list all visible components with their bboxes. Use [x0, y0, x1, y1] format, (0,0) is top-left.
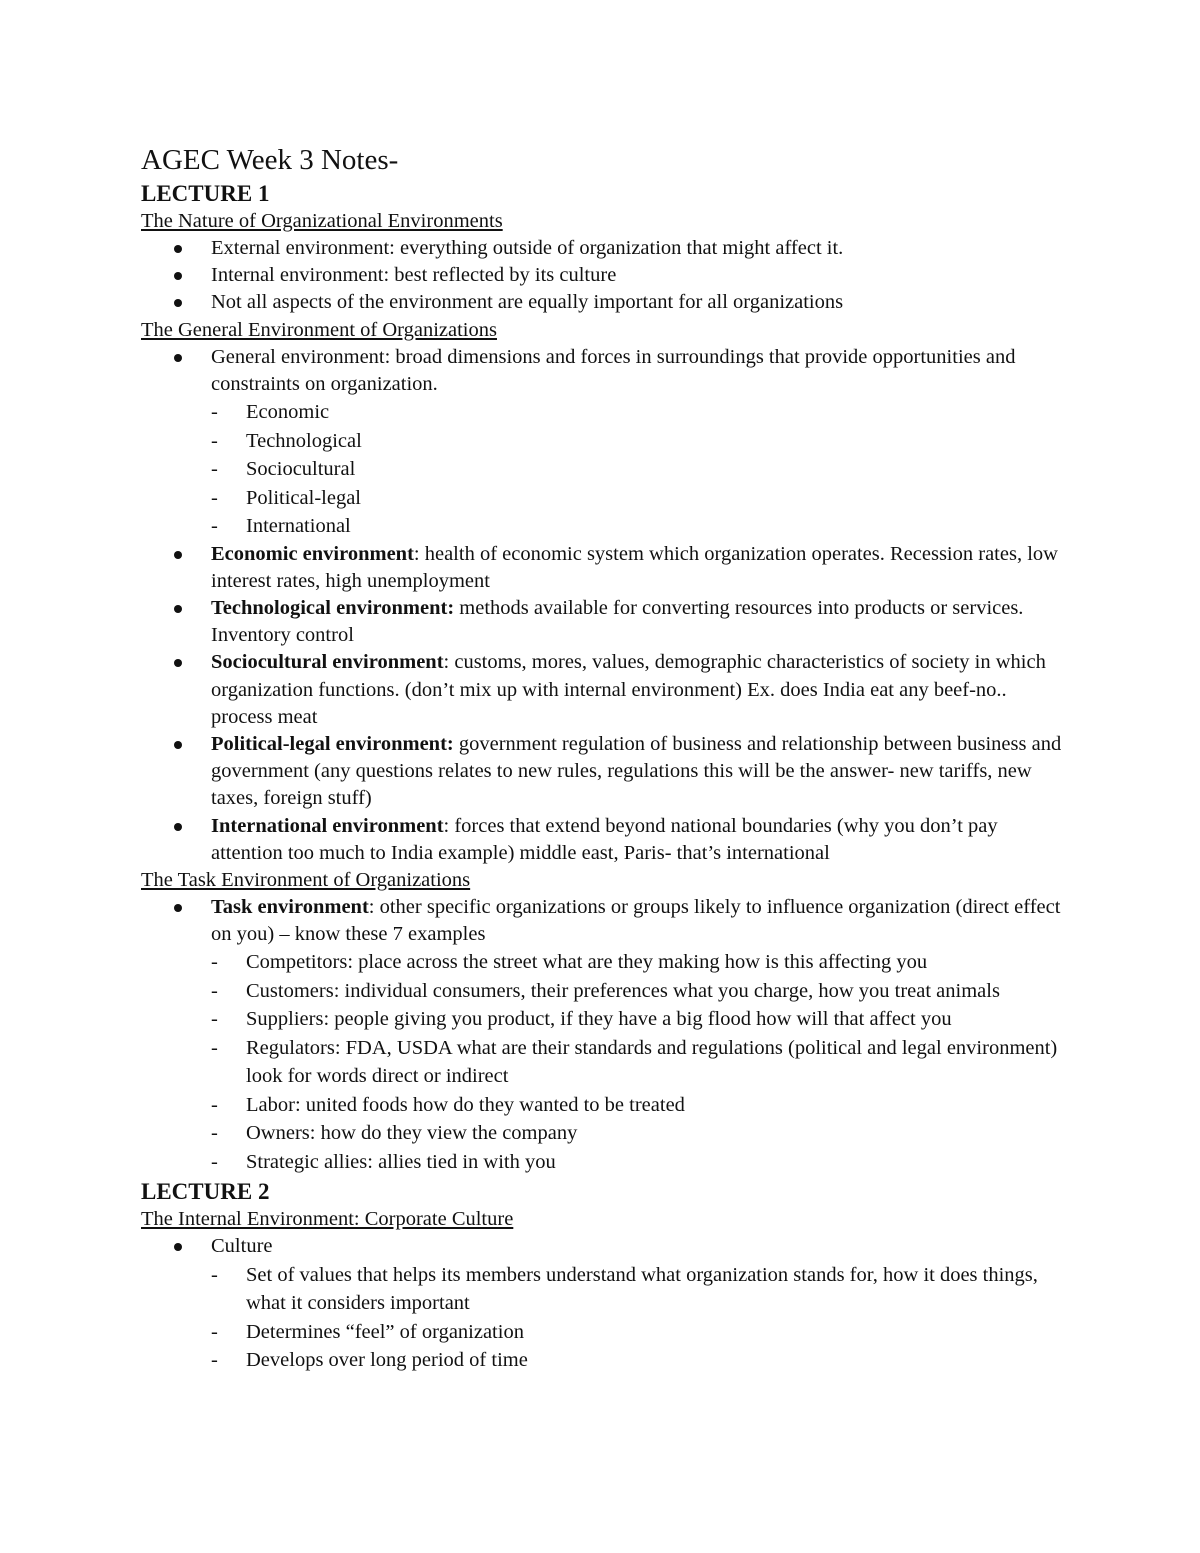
- dash-text: International: [246, 515, 351, 538]
- bullet-icon: [174, 551, 182, 559]
- bullet-icon: [174, 354, 182, 362]
- list-item: [141, 541, 1071, 595]
- section-heading-general: The General Environment of Organizations: [141, 318, 497, 341]
- dash-text: Owners: how do they view the company: [246, 1122, 578, 1145]
- dash-icon: -: [211, 1320, 218, 1343]
- dash-icon: -: [211, 1349, 218, 1372]
- bullet-text: : health of economic system which organization operates. Recession rates, low interest rates, high unemployment: [211, 542, 1058, 592]
- bullet-text: Culture: [211, 1235, 273, 1258]
- bullet-icon: [174, 299, 182, 307]
- bullet-text: : forces that extend beyond national boundaries (why you don’t pay attention too much to India example) middle east, Paris- that’s international: [211, 814, 998, 864]
- dash-icon: -: [211, 1150, 218, 1173]
- list-item: [211, 398, 1071, 427]
- list-item: [141, 595, 1071, 649]
- bullet-icon: [174, 823, 182, 831]
- dash-icon: -: [211, 401, 218, 424]
- term-economic: Economic environment: [211, 542, 414, 565]
- lecture-2-heading: LECTURE 2: [141, 1179, 270, 1205]
- dash-text: Regulators: FDA, USDA what are their standards and regulations (political and legal environment) look for words direct or indirect: [246, 1036, 1058, 1088]
- list-item: [141, 731, 1071, 813]
- general-bullet-list: [141, 344, 1071, 867]
- bullet-icon: [174, 904, 182, 912]
- nature-bullet-list: [141, 235, 1071, 317]
- dash-icon: -: [211, 515, 218, 538]
- task-example-list: [211, 948, 1071, 1176]
- dash-icon: -: [211, 1008, 218, 1031]
- dash-icon: -: [211, 1263, 218, 1286]
- list-item: [211, 977, 1071, 1006]
- list-item: [211, 948, 1071, 977]
- bullet-icon: [174, 1243, 182, 1251]
- list-item: [141, 344, 1071, 541]
- list-item: [211, 1119, 1071, 1148]
- term-task: Task environment: [211, 895, 369, 918]
- section-heading-nature: The Nature of Organizational Environments: [141, 210, 503, 232]
- task-bullet-list: [141, 894, 1071, 1176]
- general-dimension-list: [211, 398, 1071, 541]
- dash-icon: -: [211, 458, 218, 481]
- term-political-legal: Political-legal environment:: [211, 732, 454, 755]
- dash-text: Technological: [246, 429, 362, 452]
- list-item: [211, 512, 1071, 541]
- list-item: [211, 1346, 1071, 1375]
- dash-text: Develops over long period of time: [246, 1349, 528, 1372]
- bullet-text: External environment: everything outside of organization that might affect it.: [211, 237, 844, 259]
- bullet-text: methods available for converting resources into products or services. Inventory control: [211, 596, 1024, 647]
- dash-text: Suppliers: people giving you product, if they have a big flood how will that affect you: [246, 1008, 952, 1031]
- bullet-icon: [174, 741, 182, 749]
- dash-text: Determines “feel” of organization: [246, 1320, 524, 1343]
- term-sociocultural: Sociocultural environment: [211, 651, 444, 674]
- term-international: International environment: [211, 814, 444, 837]
- bullet-text: Internal environment: best reflected by its culture: [211, 264, 617, 287]
- dash-text: Strategic allies: allies tied in with you: [246, 1150, 556, 1173]
- section-heading-task: The Task Environment of Organizations: [141, 868, 471, 891]
- list-item: [211, 1005, 1071, 1034]
- dash-icon: -: [211, 1036, 218, 1059]
- culture-bullet-list: [141, 1233, 1071, 1374]
- bullet-icon: [174, 605, 182, 613]
- bullet-icon: [174, 659, 182, 667]
- bullet-text: : other specific organizations or groups likely to influence organization (direct effect on you) – know these 7 examples: [211, 895, 1061, 946]
- bullet-text: General environment: broad dimensions and forces in surroundings that provide opportunities and constraints on organization.: [211, 345, 1016, 395]
- list-item: [211, 1034, 1071, 1091]
- bullet-icon: [174, 272, 182, 280]
- list-item: [211, 484, 1071, 513]
- bullet-icon: [174, 245, 182, 253]
- list-item: [211, 1148, 1071, 1177]
- list-item: [211, 1091, 1071, 1120]
- dash-icon: -: [211, 486, 218, 509]
- list-item: [211, 1261, 1071, 1318]
- dash-text: Political-legal: [246, 486, 361, 509]
- section-heading-internal: The Internal Environment: Corporate Culture: [141, 1208, 514, 1231]
- list-item: [141, 649, 1071, 731]
- dash-icon: -: [211, 429, 218, 452]
- dash-text: Set of values that helps its members understand what organization stands for, how it does things, what it considers important: [246, 1263, 1038, 1315]
- dash-text: Labor: united foods how do they wanted to be treated: [246, 1093, 685, 1116]
- dash-icon: -: [211, 1093, 218, 1116]
- dash-icon: -: [211, 1122, 218, 1145]
- dash-text: Sociocultural: [246, 458, 356, 481]
- list-item: [211, 1318, 1071, 1347]
- list-item: [211, 455, 1071, 484]
- list-item: [141, 813, 1071, 867]
- list-item: [211, 427, 1071, 456]
- bullet-text: Not all aspects of the environment are equally important for all organizations: [211, 291, 844, 314]
- dash-text: Customers: individual consumers, their preferences what you charge, how you treat animals: [246, 979, 1000, 1002]
- bullet-text: : customs, mores, values, demographic characteristics of society in which organization functions. (don’t mix up with internal environment) Ex. does India eat any beef-no.. process meat: [211, 651, 1046, 728]
- document-title: AGEC Week 3 Notes-: [141, 144, 399, 176]
- dash-text: Economic: [246, 401, 330, 424]
- list-item: [141, 235, 1071, 262]
- document-page: [141, 140, 1071, 1375]
- term-technological: Technological environment:: [211, 596, 455, 619]
- list-item: [141, 1233, 1071, 1374]
- list-item: [141, 262, 1071, 289]
- culture-detail-list: [211, 1261, 1071, 1375]
- dash-text: Competitors: place across the street what are they making how is this affecting you: [246, 951, 928, 974]
- dash-icon: -: [211, 979, 218, 1002]
- bullet-text: government regulation of business and relationship between business and government (any questions relates to new rules, regulations this will be the answer- new tariffs, new taxes, foreign stuff): [211, 732, 1062, 810]
- dash-icon: -: [211, 951, 218, 974]
- list-item: [141, 894, 1071, 1176]
- lecture-1-heading: LECTURE 1: [141, 181, 270, 206]
- list-item: [141, 289, 1071, 316]
